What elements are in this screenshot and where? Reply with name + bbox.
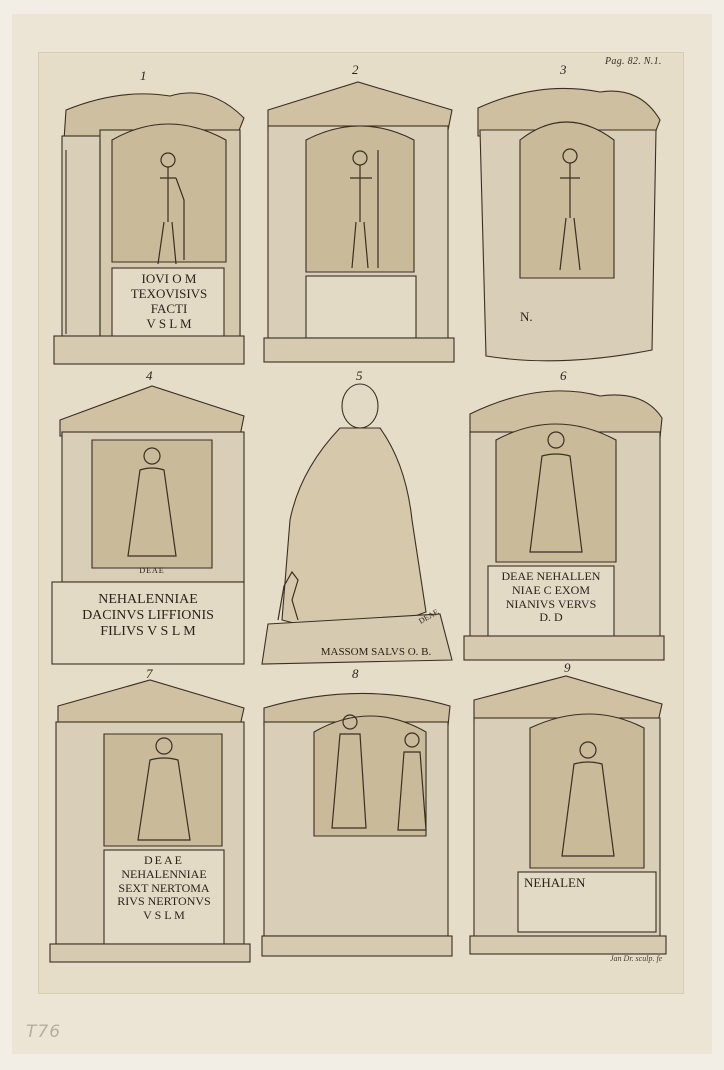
inscription-line: FACTI	[150, 300, 188, 316]
engraver-signature: Jan Dr. sculp. fe	[610, 954, 663, 963]
panel-number-8: 8	[352, 666, 359, 681]
altar-9	[470, 676, 666, 954]
panel-number-6: 6	[560, 368, 567, 383]
inscription-line: TEXOVISIVS	[130, 285, 208, 301]
inscription-6	[488, 570, 614, 625]
pencil-annotation: T76	[26, 1022, 62, 1042]
panel-number-2: 2	[352, 62, 359, 77]
altar-8	[262, 693, 452, 956]
altar-2	[264, 82, 454, 362]
inscription-line: FILIVS V S L M	[100, 624, 196, 640]
inscription-line: SEXT NERTOMA	[118, 880, 210, 895]
inscription-line: DEAE	[144, 853, 184, 867]
inscription-4	[54, 592, 242, 640]
inscription-line: D. D	[539, 610, 563, 625]
inscription-line: DACINVS LIFFIONIS	[82, 608, 214, 624]
panel-number-7: 7	[146, 666, 153, 681]
inscription-3: N.	[520, 309, 533, 324]
panel-number-3: 3	[560, 62, 567, 77]
inscription-line: NEHALENNIAE	[121, 866, 207, 881]
panel-number-5: 5	[356, 368, 363, 383]
panel-number-9: 9	[564, 660, 571, 675]
inscription-7	[104, 854, 224, 923]
panel-number-1: 1	[140, 68, 147, 83]
inscription-line: IOVI O M	[141, 271, 197, 286]
panel-number-4: 4	[146, 368, 153, 383]
label-4: DEAE	[139, 566, 165, 575]
inscription-line: DEAE NEHALLEN	[501, 569, 601, 583]
inscription-line: V S L M	[143, 908, 185, 923]
inscription-line: NEHALENNIAE	[98, 592, 198, 607]
inscription-line: NIAE C EXOM	[512, 582, 590, 597]
inscription-line: RIVS NERTONVS	[117, 894, 211, 909]
inscription-9: NEHALEN	[524, 875, 586, 890]
inscription-line: NIANIVS VERVS	[505, 596, 597, 611]
label-5: DEAE	[417, 607, 441, 626]
inscription-5: MASSOM SALVS O. B.	[320, 646, 432, 658]
inscription-line: V S L M	[146, 315, 192, 331]
plate-reference: Pag. 82. N.1.	[605, 56, 662, 67]
inscription-1	[114, 272, 224, 332]
altar-3	[478, 88, 660, 360]
